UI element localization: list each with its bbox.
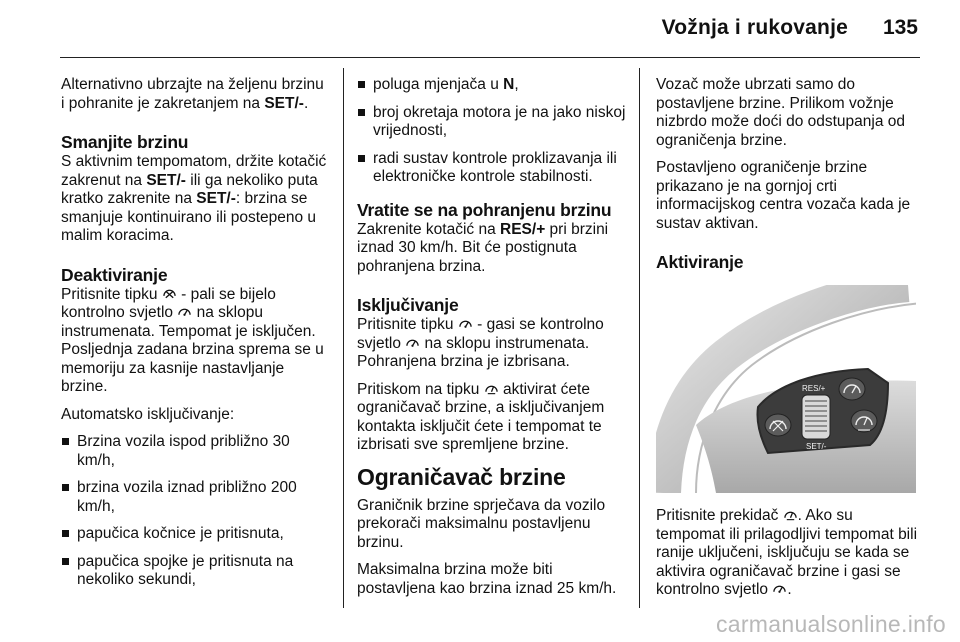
column-divider bbox=[343, 68, 344, 608]
running-title: Vožnja i rukovanje bbox=[661, 16, 848, 39]
body-paragraph: Pritisnite tipku - pali se bijelo kontrolno svjetlo na sklopu instrumenata. Tempomat je isključen. Posljednja zadana brzina sprema se u memoriju za kasnije nastavljanje brzine. bbox=[61, 285, 324, 395]
body-paragraph: Automatsko isključivanje: bbox=[61, 405, 235, 423]
body-paragraph: Maksimalna brzina može biti postavljena kao brzina iznad 25 km/h. bbox=[357, 561, 617, 597]
body-paragraph: Vozač može ubrzati samo do postavljene brzine. Prilikom vožnje nizbrdo može doći do odstupanja od ograničenja brzine. bbox=[656, 76, 906, 149]
bullet-list bbox=[61, 433, 329, 590]
section-heading: Deaktiviranje bbox=[61, 264, 168, 285]
body-paragraph: Graničnik brzine sprječava da vozilo prekorači maksimalnu postavljenu brzinu. bbox=[357, 496, 606, 551]
list-item: brzina vozila iznad približno 200 km/h, bbox=[61, 479, 329, 516]
section-heading: Vratite se na pohranjenu brzinu bbox=[357, 199, 612, 220]
watermark: carmanualsonline.info bbox=[715, 611, 946, 637]
body-paragraph: S aktivnim tempomatom, držite kotačić zakrenut na SET/- ili ga nekoliko puta kratko zakrenite na SET/-: brzina se smanjuje kontinuirano ili postepeno u malim koracima. bbox=[61, 153, 327, 244]
section-heading: Aktiviranje bbox=[656, 252, 744, 272]
list-item: Brzina vozila ispod približno 30 km/h, bbox=[61, 433, 329, 470]
cruise-indicator-icon bbox=[178, 306, 191, 318]
list-item: papučica kočnice je pritisnuta, bbox=[61, 525, 329, 544]
body-paragraph: Postavljeno ograničenje brzine prikazano je na gornjoj crti informacijskog centra vozača kada je sustav aktivan. bbox=[656, 159, 911, 232]
bullet-list bbox=[357, 76, 629, 187]
column-3 bbox=[656, 76, 924, 609]
list-item: papučica spojke je pritisnuta na nekoliko sekundi, bbox=[61, 553, 329, 590]
set-label: SET/- bbox=[806, 442, 827, 451]
res-label: RES/+ bbox=[802, 384, 826, 393]
speed-limiter-icon bbox=[485, 383, 498, 395]
body-paragraph: Pritisnite tipku - gasi se kontrolno svjetlo na sklopu instrumenata. Pohranjena brzina je izbrisana. bbox=[357, 316, 604, 370]
section-heading: Smanjite brzinu bbox=[61, 132, 189, 152]
header-divider bbox=[60, 57, 920, 58]
list-item: poluga mjenjača u N, bbox=[357, 76, 629, 95]
page-number: 135 bbox=[882, 16, 918, 39]
steering-wheel-figure bbox=[656, 285, 916, 493]
body-paragraph: Pritiskom na tipku aktivirat ćete ograničavač brzine, a isključivanjem kontakta isključit ćete i tempomat te izbrisati sve spremljene brzine. bbox=[357, 380, 605, 453]
list-item: broj okretaja motora je na jako niskoj vrijednosti, bbox=[357, 104, 629, 141]
cruise-indicator-icon bbox=[773, 583, 786, 595]
steering-wheel-illustration bbox=[656, 285, 916, 493]
speed-limiter-icon bbox=[784, 509, 797, 521]
section-heading: Isključivanje bbox=[357, 295, 459, 315]
body-paragraph: Pritisnite prekidač . Ako su tempomat ili prilagodljivi tempomat bili ranije uključeni, isključuju se kada se aktivira ograničavač brzine i gasi se kontrolno svjetlo . bbox=[656, 507, 918, 598]
body-paragraph: Zakrenite kotačić na RES/+ pri brzini iznad 30 km/h. Bit će postignuta pohranjena brzina. bbox=[357, 220, 609, 275]
intro-paragraph: Alternativno ubrzajte na željenu brzinu i pohranite je zakretanjem na SET/-. bbox=[61, 76, 324, 112]
column-divider bbox=[639, 68, 640, 608]
column-2 bbox=[357, 76, 629, 607]
chapter-heading: Ograničavač brzine bbox=[357, 463, 566, 490]
cruise-cancel-icon bbox=[163, 288, 176, 300]
page-header bbox=[0, 0, 960, 58]
cruise-indicator-icon bbox=[406, 337, 419, 349]
list-item: radi sustav kontrole proklizavanja ili elektroničke kontrole stabilnosti. bbox=[357, 150, 629, 187]
cruise-indicator-icon bbox=[459, 318, 472, 330]
column-1 bbox=[61, 76, 329, 599]
